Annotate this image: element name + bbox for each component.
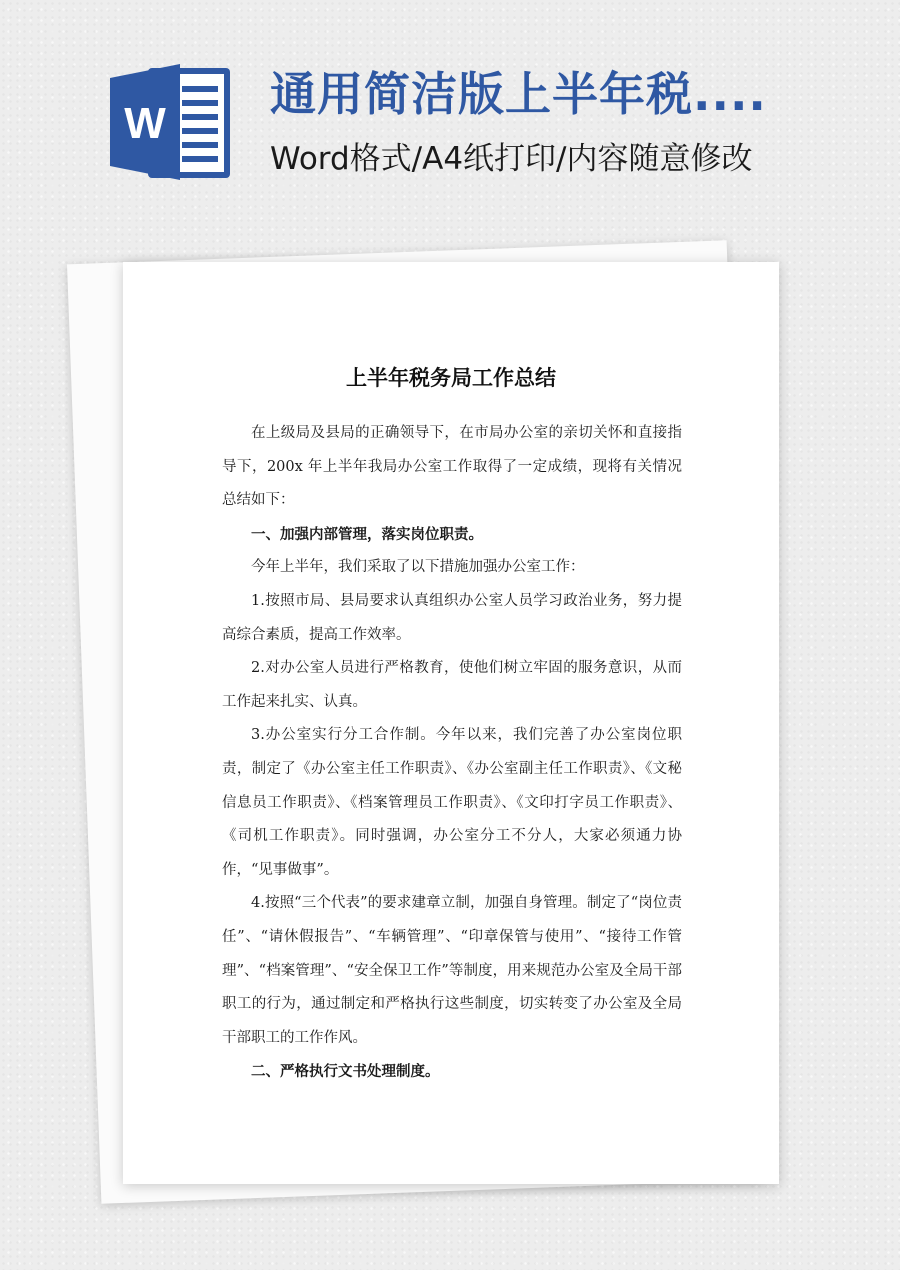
list-item-2: 2.对办公室人员进行严格教育，使他们树立牢固的服务意识，从而工作起来扎实、认真。 (222, 660, 682, 710)
paragraph: 今年上半年，我们采取了以下措施加强办公室工作： (251, 559, 585, 576)
word-document-icon (108, 62, 238, 182)
section-heading-2: 二、严格执行文书处理制度。 (251, 1063, 440, 1081)
banner-subtitle: Word格式/A4纸打印/内容随意修改 (270, 141, 753, 177)
section-heading-1: 一、加强内部管理，落实岗位职责。 (251, 525, 483, 543)
document-title: 上半年税务局工作总结 (346, 365, 556, 390)
list-item-1: 1.按照市局、县局要求认真组织办公室人员学习政治业务，努力提高综合素质，提高工作效率。 (222, 592, 682, 643)
document-body (222, 417, 682, 1089)
list-item-4: 4.按照“三个代表”的要求建章立制，加强自身管理。制定了“岗位责任”、“请休假报告”、“车辆管理”、“印章保管与使用”、“接待工作管理”、“档案管理”、“安全保卫工作”等制度，用来规范办公室及全局干部职工的行为，通过制定和严格执行这些制度，切实转变了办公室及全局干部职工的工作作风。 (222, 895, 682, 1046)
list-item-3: 3.办公室实行分工合作制。今年以来，我们完善了办公室岗位职责，制定了《办公室主任工作职责》、《办公室副主任工作职责》、《文秘信息员工作职责》、《档案管理员工作职责》、《文印打字员工作职责》、《司机工作职责》。同时强调，办公室分工不分人，大家必须通力协作，“见事做事”。 (222, 727, 682, 878)
paragraph-intro: 在上级局及县局的正确领导下，在市局办公室的亲切关怀和直接指导下，200x 年上半年我局办公室工作取得了一定成绩，现将有关情况总结如下： (222, 425, 682, 509)
banner-title: 通用简洁版上半年税.... (270, 67, 767, 121)
word-logo-letter: W (124, 99, 166, 148)
